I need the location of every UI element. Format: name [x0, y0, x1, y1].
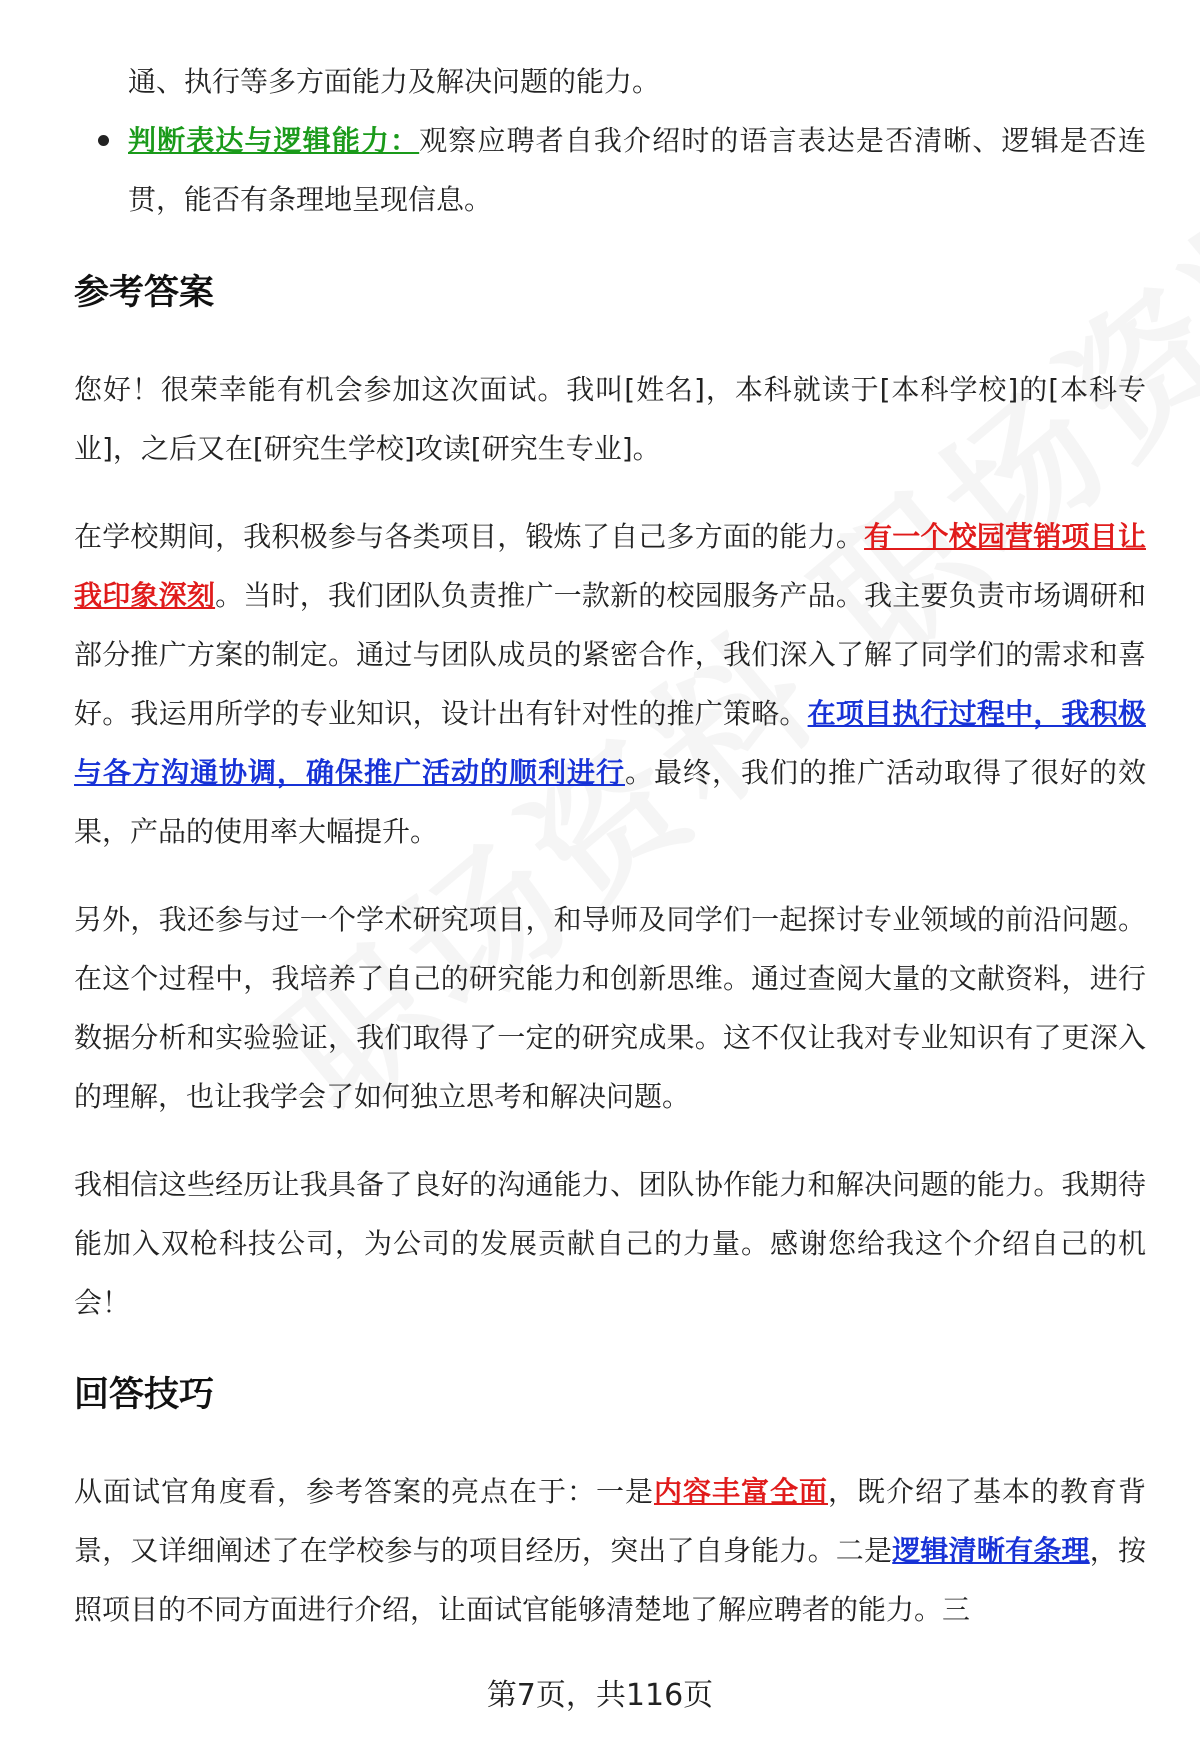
answer-paragraph-1: 您好！很荣幸能有机会参加这次面试。我叫[姓名]，本科就读于[本科学校]的[本科专业]，之后又在[研究生学校]攻读[研究生专业]。: [74, 373, 1146, 465]
tips-p1-highlight-red: 内容丰富全面: [653, 1475, 828, 1508]
answer-p2-text-c: 。最终，我们的推广活动取得了很好的效果，产品的使用率大幅提升。: [74, 756, 1146, 848]
continued-line: 通、执行等多方面能力及解决问题的能力。: [128, 65, 661, 98]
tips-p1-text-b: ，既介绍了基本的教育背景，又详细阐述了在学校参与的项目经历，突出了自身能力。二是: [74, 1475, 1146, 1567]
answer-paragraph-2: [74, 507, 1146, 861]
answer-p2-text-b: 。当时，我们团队负责推广一款新的校园服务产品。我主要负责市场调研和部分推广方案的制定。通过与团队成员的紧密合作，我们深入了解了同学们的需求和喜好。我运用所学的专业知识，设计出有针对性的推广策略。: [74, 579, 1146, 730]
answer-p2-highlight-blue: 在项目执行过程中，我积极与各方沟通协调，确保推广活动的顺利进行: [74, 697, 1146, 789]
bullet-dot-icon: [98, 135, 109, 146]
section-heading-tips: 回答技巧: [74, 1375, 215, 1415]
page-content: [74, 52, 1146, 1639]
answer-paragraph-4: 我相信这些经历让我具备了良好的沟通能力、团队协作能力和解决问题的能力。我期待能加入双枪科技公司，为公司的发展贡献自己的力量。感谢您给我这个介绍自己的机会！: [74, 1168, 1146, 1319]
tips-p1-text-c: ，按照项目的不同方面进行介绍，让面试官能够清楚地了解应聘者的能力。三: [74, 1534, 1146, 1626]
answer-paragraph-3: 另外，我还参与过一个学术研究项目，和导师及同学们一起探讨专业领域的前沿问题。在这个过程中，我培养了自己的研究能力和创新思维。通过查阅大量的文献资料，进行数据分析和实验验证，我们取得了一定的研究成果。这不仅让我对专业知识有了更深入的理解，也让我学会了如何独立思考和解决问题。: [74, 903, 1146, 1113]
answer-p2-text-a: 在学校期间，我积极参与各类项目，锻炼了自己多方面的能力。: [74, 520, 865, 553]
section-heading-answer: 参考答案: [74, 273, 215, 313]
bullet-item: [74, 111, 1146, 229]
tips-paragraph-1: [74, 1462, 1146, 1639]
tips-p1-text-a: 从面试官角度看，参考答案的亮点在于：一是: [74, 1475, 654, 1508]
page-number: 第7页，共116页: [486, 1678, 714, 1713]
bullet-text: 观察应聘者自我介绍时的语言表达是否清晰、逻辑是否连贯，能否有条理地呈现信息。: [128, 124, 1146, 216]
tips-p1-highlight-blue: 逻辑清晰有条理: [892, 1534, 1090, 1567]
answer-p2-highlight-red: 有一个校园营销项目让我印象深刻: [74, 520, 1146, 612]
bullet-label: 判断表达与逻辑能力：: [128, 124, 420, 157]
